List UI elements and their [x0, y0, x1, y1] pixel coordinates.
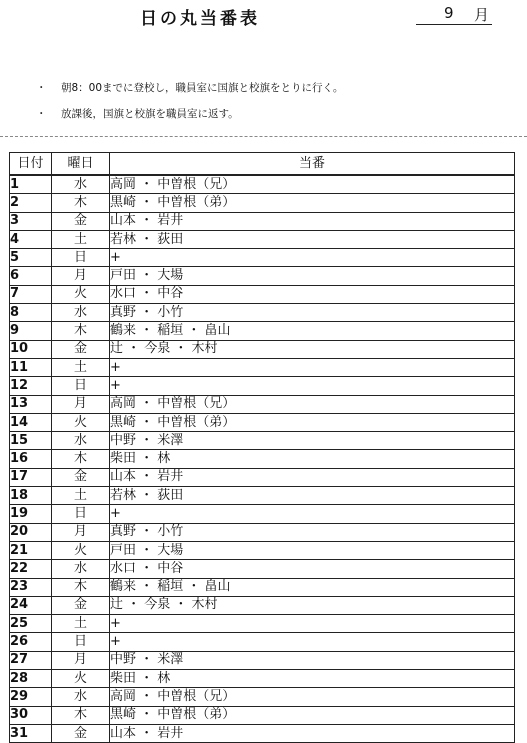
day-cell: 火: [52, 413, 110, 431]
header-date: 日付: [10, 153, 52, 176]
day-cell: 木: [52, 322, 110, 340]
table-row: [10, 377, 515, 395]
date-cell: 1: [10, 175, 52, 194]
day-cell: 土: [52, 230, 110, 248]
date-cell: 6: [10, 267, 52, 285]
day-cell: 日: [52, 377, 110, 395]
duty-cell: 高岡 ・ 中曽根（兄）: [110, 688, 515, 706]
date-cell: 27: [10, 651, 52, 669]
date-cell: 22: [10, 560, 52, 578]
table-row: [10, 322, 515, 340]
duty-cell: 中野 ・ 米澤: [110, 432, 515, 450]
date-cell: 31: [10, 724, 52, 742]
table-header-row: [10, 153, 515, 176]
date-cell: 19: [10, 505, 52, 523]
header-day: 曜日: [52, 153, 110, 176]
date-cell: 4: [10, 230, 52, 248]
table-row: [10, 212, 515, 230]
date-cell: 25: [10, 615, 52, 633]
duty-cell: +: [110, 615, 515, 633]
date-cell: 15: [10, 432, 52, 450]
day-cell: 水: [52, 304, 110, 322]
table-row: [10, 615, 515, 633]
date-cell: 20: [10, 523, 52, 541]
table-row: [10, 724, 515, 742]
table-row: [10, 450, 515, 468]
day-cell: 火: [52, 670, 110, 688]
duty-cell: 柴田 ・ 林: [110, 670, 515, 688]
day-cell: 金: [52, 596, 110, 614]
date-cell: 18: [10, 487, 52, 505]
duty-cell: 中野 ・ 米澤: [110, 651, 515, 669]
day-cell: 土: [52, 358, 110, 376]
date-cell: 30: [10, 706, 52, 724]
day-cell: 土: [52, 615, 110, 633]
day-cell: 木: [52, 194, 110, 212]
table-row: [10, 468, 515, 486]
day-cell: 月: [52, 395, 110, 413]
duty-cell: 山本 ・ 岩井: [110, 468, 515, 486]
date-cell: 21: [10, 541, 52, 559]
duty-cell: 黒崎 ・ 中曽根（弟）: [110, 706, 515, 724]
duty-cell: +: [110, 249, 515, 267]
date-cell: 10: [10, 340, 52, 358]
day-cell: 水: [52, 688, 110, 706]
day-cell: 木: [52, 578, 110, 596]
page-title: 日の丸当番表: [140, 9, 260, 29]
date-cell: 28: [10, 670, 52, 688]
table-row: [10, 285, 515, 303]
day-cell: 水: [52, 175, 110, 194]
duty-cell: 黒崎 ・ 中曽根（弟）: [110, 194, 515, 212]
table-row: [10, 541, 515, 559]
duty-cell: +: [110, 505, 515, 523]
duty-cell: 真野 ・ 小竹: [110, 304, 515, 322]
date-cell: 11: [10, 358, 52, 376]
duty-cell: 鶴来 ・ 稲垣 ・ 畠山: [110, 578, 515, 596]
table-row: [10, 432, 515, 450]
table-row: [10, 688, 515, 706]
day-cell: 月: [52, 267, 110, 285]
date-cell: 16: [10, 450, 52, 468]
date-cell: 5: [10, 249, 52, 267]
date-cell: 13: [10, 395, 52, 413]
day-cell: 木: [52, 706, 110, 724]
table-row: [10, 194, 515, 212]
duty-cell: +: [110, 377, 515, 395]
day-cell: 水: [52, 432, 110, 450]
duty-cell: 山本 ・ 岩井: [110, 724, 515, 742]
table-row: [10, 267, 515, 285]
table-body: [10, 175, 515, 743]
day-cell: 金: [52, 212, 110, 230]
date-cell: 24: [10, 596, 52, 614]
day-cell: 火: [52, 541, 110, 559]
table-row: [10, 633, 515, 651]
table-row: [10, 249, 515, 267]
date-cell: 2: [10, 194, 52, 212]
duty-cell: 高岡 ・ 中曽根（兄）: [110, 395, 515, 413]
duty-cell: 辻 ・ 今泉 ・ 木村: [110, 340, 515, 358]
table-row: [10, 395, 515, 413]
duty-cell: 戸田 ・ 大場: [110, 541, 515, 559]
duty-cell: 辻 ・ 今泉 ・ 木村: [110, 596, 515, 614]
date-cell: 7: [10, 285, 52, 303]
duty-cell: 若林 ・ 荻田: [110, 230, 515, 248]
date-cell: 3: [10, 212, 52, 230]
day-cell: 水: [52, 560, 110, 578]
day-cell: 日: [52, 505, 110, 523]
note-text: 朝8：00までに登校し，職員室に国旗と校旗をとりに行く。: [61, 82, 344, 94]
bullet-icon: ・: [36, 108, 47, 120]
table-row: [10, 358, 515, 376]
duty-cell: 山本 ・ 岩井: [110, 212, 515, 230]
duty-cell: 水口 ・ 中谷: [110, 285, 515, 303]
day-cell: 月: [52, 651, 110, 669]
day-cell: 木: [52, 450, 110, 468]
table-row: [10, 670, 515, 688]
date-cell: 8: [10, 304, 52, 322]
day-cell: 月: [52, 523, 110, 541]
section-divider: [0, 136, 527, 137]
header-duty: 当番: [110, 153, 515, 176]
table-row: [10, 413, 515, 431]
table-row: [10, 487, 515, 505]
month-unit: 月: [474, 6, 490, 24]
table-row: [10, 505, 515, 523]
duty-cell: 若林 ・ 荻田: [110, 487, 515, 505]
bullet-icon: ・: [36, 82, 47, 94]
date-cell: 12: [10, 377, 52, 395]
table-row: [10, 560, 515, 578]
date-cell: 14: [10, 413, 52, 431]
day-cell: 火: [52, 285, 110, 303]
table-row: [10, 230, 515, 248]
day-cell: 金: [52, 340, 110, 358]
day-cell: 日: [52, 249, 110, 267]
day-cell: 金: [52, 468, 110, 486]
table-row: [10, 340, 515, 358]
day-cell: 土: [52, 487, 110, 505]
date-cell: 29: [10, 688, 52, 706]
duty-cell: 真野 ・ 小竹: [110, 523, 515, 541]
month-field: [416, 4, 492, 25]
duty-cell: 黒崎 ・ 中曽根（弟）: [110, 413, 515, 431]
duty-cell: 水口 ・ 中谷: [110, 560, 515, 578]
note-text: 放課後，国旗と校旗を職員室に返す。: [61, 108, 239, 120]
table-row: [10, 523, 515, 541]
table-row: [10, 706, 515, 724]
duty-cell: 戸田 ・ 大場: [110, 267, 515, 285]
day-cell: 日: [52, 633, 110, 651]
date-cell: 26: [10, 633, 52, 651]
table-row: [10, 175, 515, 194]
table-row: [10, 596, 515, 614]
table-row: [10, 304, 515, 322]
duty-cell: +: [110, 633, 515, 651]
table-row: [10, 651, 515, 669]
duty-cell: 高岡 ・ 中曽根（兄）: [110, 175, 515, 194]
duty-cell: 鶴来 ・ 稲垣 ・ 畠山: [110, 322, 515, 340]
month-value: 9: [444, 4, 454, 22]
duty-cell: +: [110, 358, 515, 376]
table-row: [10, 578, 515, 596]
day-cell: 金: [52, 724, 110, 742]
date-cell: 23: [10, 578, 52, 596]
date-cell: 17: [10, 468, 52, 486]
date-cell: 9: [10, 322, 52, 340]
duty-roster-table: [9, 152, 515, 743]
duty-cell: 柴田 ・ 林: [110, 450, 515, 468]
